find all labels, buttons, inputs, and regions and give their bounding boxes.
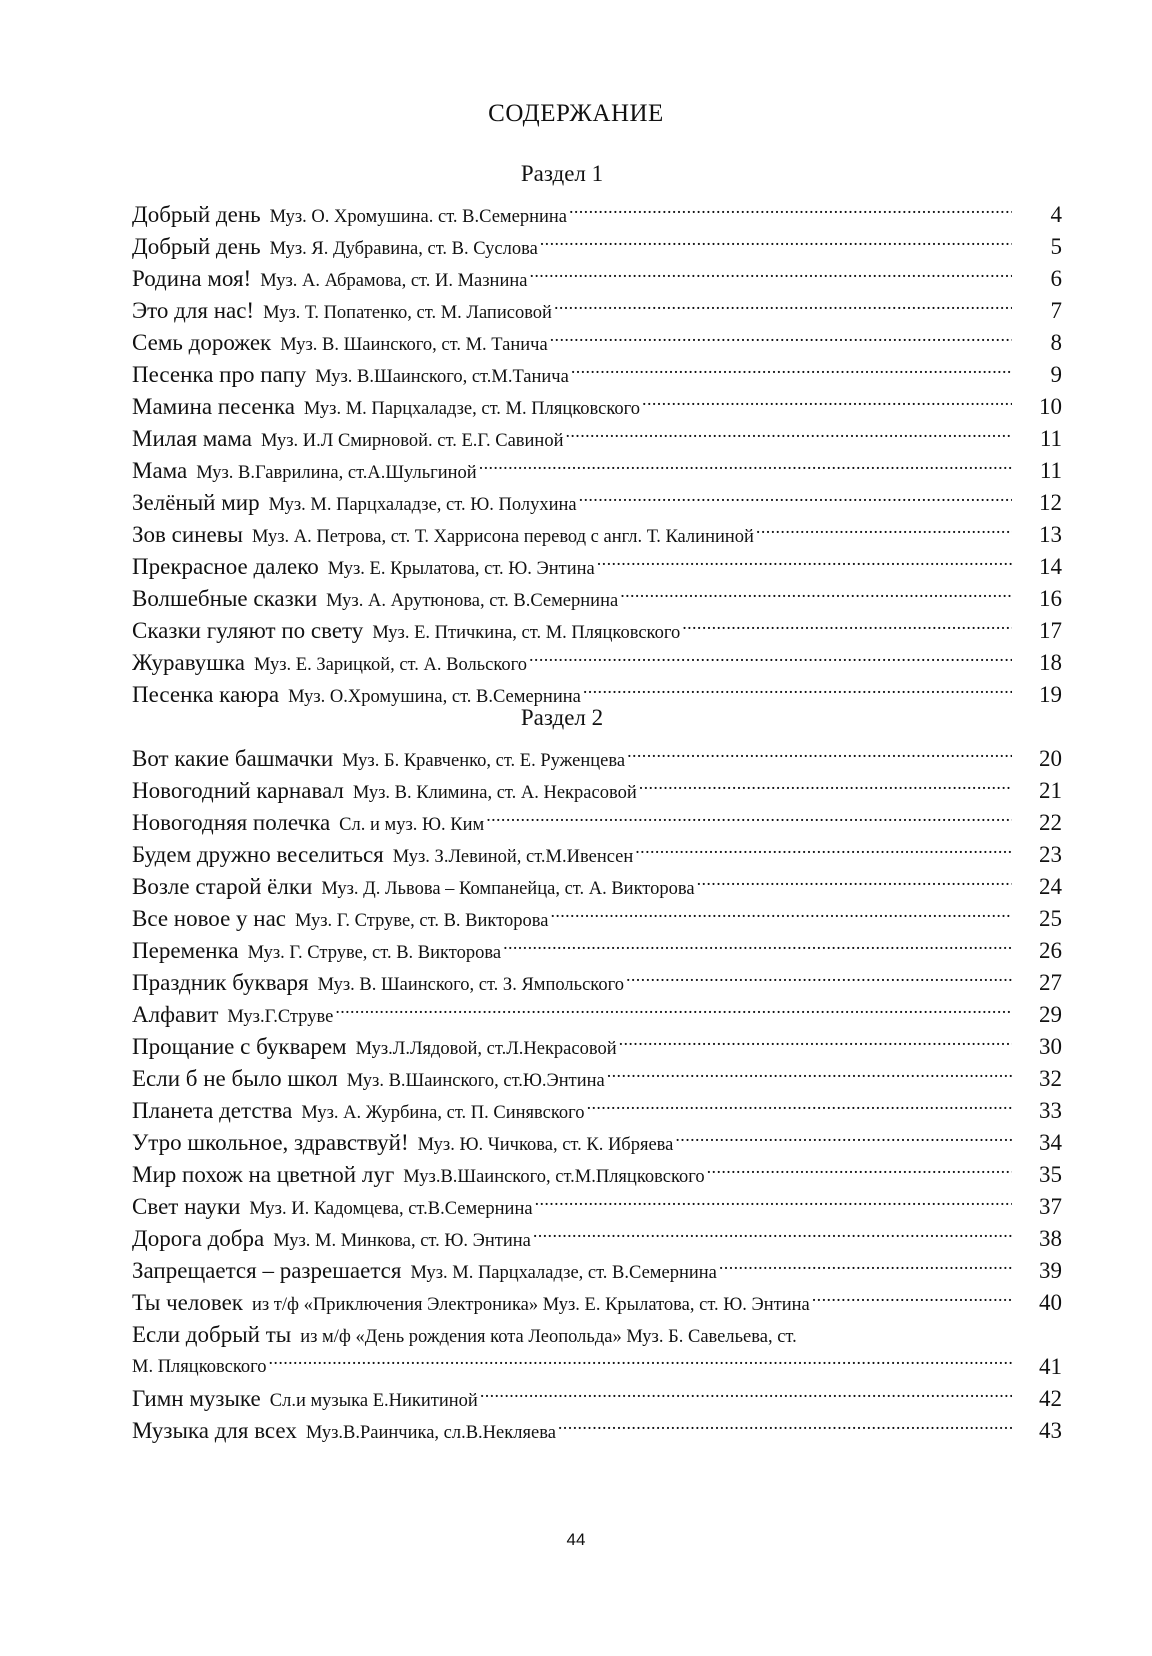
dot-leader — [620, 574, 1012, 606]
dot-leader — [619, 1022, 1012, 1054]
page-ref: 39 — [1039, 1258, 1062, 1283]
dot-leader — [579, 478, 1012, 510]
dot-leader — [639, 766, 1012, 798]
dot-leader — [719, 1246, 1012, 1278]
page-ref: 33 — [1039, 1098, 1062, 1123]
song-credits: Муз. А. Арутюнова, ст. В.Семернина — [326, 591, 619, 611]
page-ref: 17 — [1039, 618, 1062, 643]
page-ref: 6 — [1050, 266, 1062, 291]
song-title: Новогодняя полечка — [132, 810, 331, 835]
page-ref: 14 — [1039, 554, 1062, 579]
page-ref: 11 — [1039, 458, 1062, 483]
page-ref: 10 — [1039, 394, 1062, 419]
song-credits: Муз. Г. Струве, ст. В. Викторова — [247, 943, 502, 963]
table-of-contents — [132, 158, 1062, 1443]
toc-entry-continuation — [132, 1340, 1062, 1379]
page-ref: 30 — [1039, 1034, 1062, 1059]
song-title: Семь дорожек — [132, 330, 272, 355]
song-title: Новогодний карнавал — [132, 778, 344, 803]
song-credits: Муз. Е. Крылатова, ст. Ю. Энтина — [327, 559, 595, 579]
song-credits: Муз. Е. Птичкина, ст. М. Пляцковского — [372, 623, 681, 643]
song-title: Праздник букваря — [132, 970, 309, 995]
song-title: Если б не было школ — [132, 1066, 338, 1091]
dot-leader — [642, 382, 1012, 414]
song-credits: Муз. М. Парцхаладзе, ст. В.Семернина — [410, 1263, 717, 1283]
page-ref: 13 — [1039, 522, 1062, 547]
dot-leader — [335, 990, 1012, 1022]
dot-leader — [533, 1214, 1012, 1246]
page-ref: 4 — [1050, 202, 1062, 227]
page-ref: 20 — [1039, 746, 1062, 771]
song-credits: Муз. Е. Зарицкой, ст. А. Вольского — [254, 655, 528, 675]
song-credits: Муз. В.Гаврилина, ст.А.Шульгиной — [196, 463, 477, 483]
song-title: Мир похож на цветной луг — [132, 1162, 395, 1187]
song-credits: Муз. О.Хромушина, ст. В.Семернина — [288, 687, 581, 707]
dot-leader — [583, 670, 1012, 702]
dot-leader — [503, 926, 1012, 958]
page-ref: 11 — [1039, 426, 1062, 451]
song-credits: Муз. Б. Кравченко, ст. Е. Руженцева — [342, 751, 626, 771]
toc-entry — [132, 734, 1062, 771]
song-title: Добрый день — [132, 202, 261, 227]
dot-leader — [566, 414, 1013, 446]
dot-leader — [571, 350, 1012, 382]
page-ref: 35 — [1039, 1162, 1062, 1187]
dot-leader — [554, 286, 1012, 318]
page-ref: 9 — [1050, 362, 1062, 387]
toc-entry — [132, 1374, 1062, 1411]
page-ref: 21 — [1039, 778, 1062, 803]
section-heading: Раздел 2 — [520, 705, 604, 730]
dot-leader — [550, 318, 1012, 350]
section-heading: Раздел 1 — [520, 161, 604, 186]
song-title: Зелёный мир — [132, 490, 260, 515]
song-credits: Муз. А. Петрова, ст. Т. Харрисона перевод с англ. Т. Калининой — [251, 527, 754, 547]
dot-leader — [812, 1278, 1012, 1310]
dot-leader — [626, 958, 1012, 990]
dot-leader — [587, 1086, 1012, 1118]
dot-leader — [756, 510, 1012, 542]
song-credits: Муз. Я. Дубравина, ст. В. Суслова — [269, 239, 538, 259]
song-credits: Муз.Г.Струве — [227, 1007, 334, 1027]
page-ref: 22 — [1039, 810, 1062, 835]
song-title: Утро школьное, здравствуй! — [132, 1130, 409, 1155]
song-title: Все новое у нас — [132, 906, 287, 931]
song-credits: Муз.В.Раинчика, сл.В.Некляева — [305, 1423, 556, 1443]
dot-leader — [607, 1054, 1012, 1086]
dot-leader — [550, 894, 1012, 926]
page-ref: 19 — [1039, 682, 1062, 707]
song-title: Вот какие башмачки — [132, 746, 334, 771]
page-number: 44 — [566, 1530, 586, 1549]
song-title: Добрый день — [132, 234, 261, 259]
song-credits: Муз. В. Климина, ст. А. Некрасовой — [352, 783, 637, 803]
page-ref: 27 — [1039, 970, 1062, 995]
song-credits: Муз. В. Шаинского, ст. З. Ямпольского — [317, 975, 624, 995]
page-ref: 12 — [1039, 490, 1062, 515]
song-title: Зов синевы — [132, 522, 243, 547]
song-credits: Муз. Г. Струве, ст. В. Викторова — [295, 911, 549, 931]
song-title: Музыка для всех — [132, 1418, 297, 1443]
song-title: Свет науки — [132, 1194, 241, 1219]
song-credits: Муз.В.Шаинского, ст.М.Пляцковского — [403, 1167, 705, 1187]
song-title: Возле старой ёлки — [132, 874, 313, 899]
page-ref: 18 — [1039, 650, 1062, 675]
page-ref: 37 — [1039, 1194, 1062, 1219]
song-title: Будем дружно веселиться — [132, 842, 384, 867]
page-ref: 25 — [1039, 906, 1062, 931]
dot-leader — [707, 1150, 1012, 1182]
toc-entry — [132, 350, 1062, 387]
song-credits: Муз. З.Левиной, ст.М.Ивенсен — [392, 847, 634, 867]
song-title: Алфавит — [132, 1002, 219, 1027]
song-credits: Муз. В.Шаинского, ст.Ю.Энтина — [346, 1071, 605, 1091]
song-credits: Муз. О. Хромушина. ст. В.Семернина — [269, 207, 567, 227]
song-credits: из т/ф «Приключения Электроника» Муз. Е. Крылатова, ст. Ю. Энтина — [251, 1295, 810, 1315]
song-credits: Муз. А. Журбина, ст. П. Синявского — [301, 1103, 585, 1123]
page-ref: 16 — [1039, 586, 1062, 611]
page-ref: 8 — [1050, 330, 1062, 355]
song-credits-continued: М. Пляцковского — [132, 1357, 267, 1377]
dot-leader — [269, 1340, 1012, 1372]
dot-leader — [529, 638, 1012, 670]
song-credits: Муз. В. Шаинского, ст. М. Танича — [280, 335, 548, 355]
page-ref: 24 — [1039, 874, 1062, 899]
dot-leader — [675, 1118, 1012, 1150]
song-title: Мама — [132, 458, 188, 483]
dot-leader — [797, 1310, 1056, 1342]
song-title: Это для нас! — [132, 298, 255, 323]
page-ref: 40 — [1039, 1290, 1062, 1315]
page-ref: 43 — [1039, 1418, 1062, 1443]
dot-leader — [569, 190, 1012, 222]
song-title: Если добрый ты — [132, 1322, 292, 1347]
page-ref: 5 — [1050, 234, 1062, 259]
dot-leader — [558, 1406, 1012, 1438]
song-title: Прекрасное далеко — [132, 554, 319, 579]
song-title: Журавушка — [132, 650, 246, 675]
song-credits: Муз. И. Кадомцева, ст.В.Семернина — [249, 1199, 533, 1219]
page-ref: 23 — [1039, 842, 1062, 867]
page-ref: 7 — [1050, 298, 1062, 323]
song-title: Переменка — [132, 938, 239, 963]
dot-leader — [627, 734, 1012, 766]
song-title: Ты человек — [132, 1290, 243, 1315]
song-title: Милая мама — [132, 426, 252, 451]
song-title: Сказки гуляют по свету — [132, 618, 364, 643]
song-title: Песенка каюра — [132, 682, 280, 707]
dot-leader — [635, 830, 1012, 862]
song-credits: Муз. Ю. Чичкова, ст. К. Ибряева — [417, 1135, 674, 1155]
song-credits: из м/ф «День рождения кота Леопольда» Муз. Б. Савельева, ст. — [300, 1327, 797, 1347]
song-credits: Муз. Д. Львова – Компанейца, ст. А. Викторова — [321, 879, 695, 899]
dot-leader — [479, 446, 1012, 478]
song-title: Планета детства — [132, 1098, 293, 1123]
song-title: Запрещается – разрешается — [132, 1258, 402, 1283]
song-credits: Муз. А. Абрамова, ст. И. Мазнина — [260, 271, 528, 291]
song-title: Прощание с букварем — [132, 1034, 347, 1059]
page-ref: 34 — [1039, 1130, 1062, 1155]
song-credits: Муз. И.Л Смирновой. ст. Е.Г. Савиной — [261, 431, 564, 451]
page-ref: 29 — [1039, 1002, 1062, 1027]
page-ref: 42 — [1039, 1386, 1062, 1411]
song-title: Гимн музыке — [132, 1386, 261, 1411]
song-title: Песенка про папу — [132, 362, 307, 387]
dot-leader — [535, 1182, 1012, 1214]
page-ref: 41 — [1039, 1354, 1062, 1379]
song-credits: Муз. Т. Попатенко, ст. М. Лаписовой — [263, 303, 552, 323]
page-title: СОДЕРЖАНИЕ — [488, 100, 664, 127]
toc-entry — [132, 190, 1062, 227]
song-credits: Муз. В.Шаинского, ст.М.Танича — [315, 367, 569, 387]
song-credits: Муз. М. Парцхаладзе, ст. Ю. Полухина — [268, 495, 577, 515]
dot-leader — [597, 542, 1012, 574]
dot-leader — [480, 1374, 1012, 1406]
song-credits: Муз.Л.Лядовой, ст.Л.Некрасовой — [355, 1039, 617, 1059]
song-title: Мамина песенка — [132, 394, 295, 419]
song-credits: Муз. М. Минкова, ст. Ю. Энтина — [273, 1231, 531, 1251]
song-title: Дорога добра — [132, 1226, 265, 1251]
dot-leader — [529, 254, 1012, 286]
song-title: Волшебные сказки — [132, 586, 318, 611]
song-credits: Сл.и музыка Е.Никитиной — [269, 1391, 478, 1411]
song-credits: Сл. и муз. Ю. Ким — [339, 815, 485, 835]
dot-leader — [682, 606, 1012, 638]
song-credits: Муз. М. Парцхаладзе, ст. М. Пляцковского — [303, 399, 641, 419]
song-title: Родина моя! — [132, 266, 252, 291]
toc-entry — [132, 1246, 1062, 1283]
page-ref: 38 — [1039, 1226, 1062, 1251]
dot-leader — [697, 862, 1012, 894]
dot-leader — [540, 222, 1012, 254]
page-ref: 26 — [1039, 938, 1062, 963]
page-ref: 32 — [1039, 1066, 1062, 1091]
dot-leader — [486, 798, 1012, 830]
